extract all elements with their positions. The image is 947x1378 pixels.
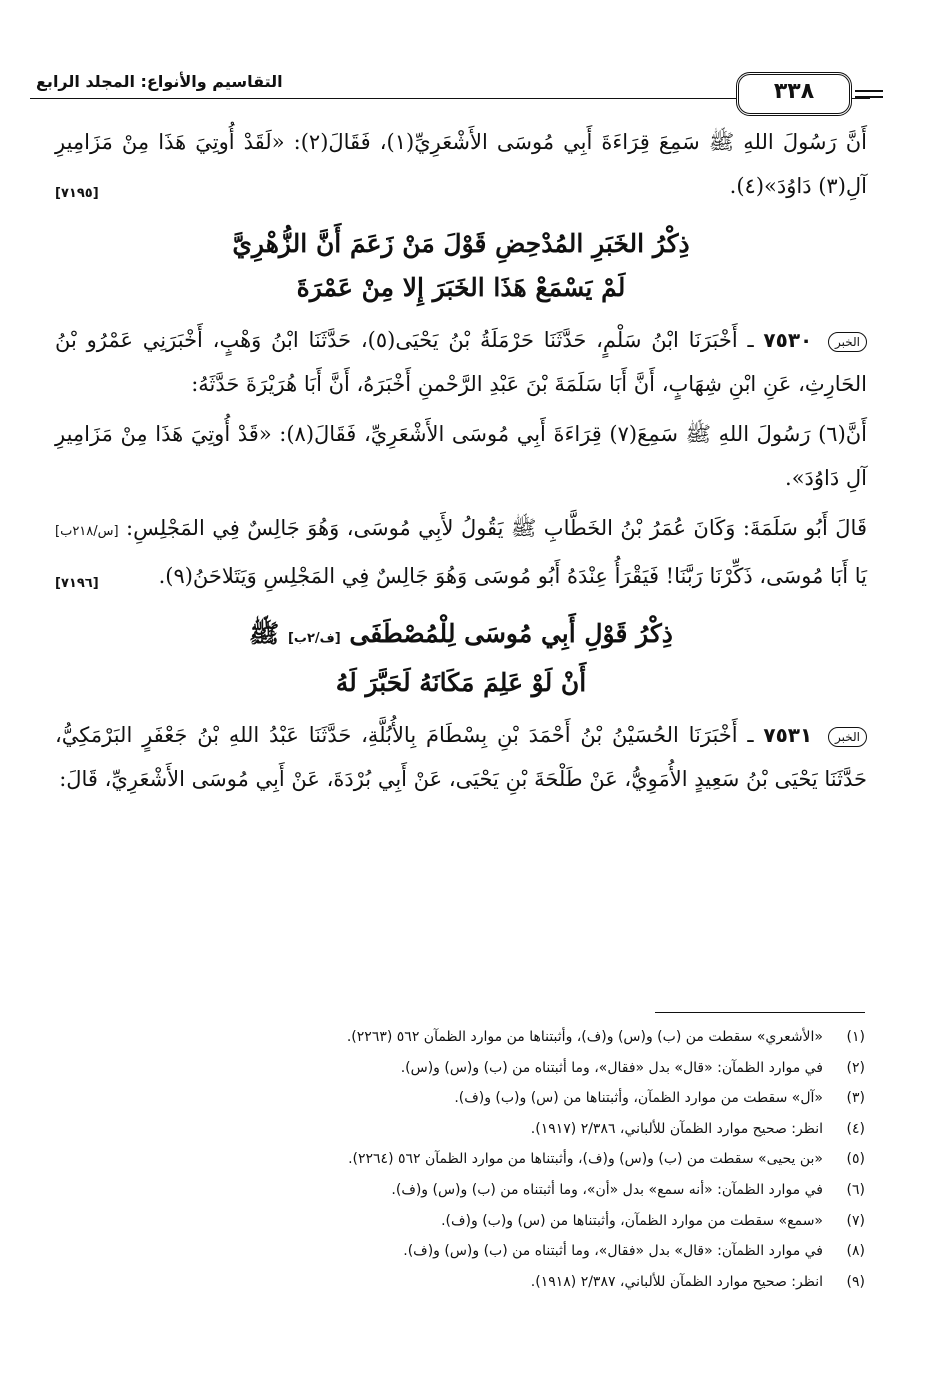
footnote [60,1053,865,1084]
footnote-text: في موارد الظمآن: «قال» بدل «فقال»، وما أثبتناه من (ب) و(س) و(ف). [403,1243,823,1260]
footnote-text: انظر: صحيح موارد الظمآن للألباني، ٢/٣٨٧ (١٩١٨). [530,1273,823,1290]
footnote [60,1083,865,1114]
footnote-number: (٤) [846,1120,865,1137]
hadith-isnad [55,318,867,406]
footnote-text: انظر: صحيح موارد الظمآن للألباني، ٢/٣٨٦ (١٩١٧). [530,1120,823,1137]
footnote-text: «الأشعري» سقطت من (ب) و(س) و(ف)، وأثبتناها من موارد الظمآن ٥٦٢ (٢٢٦٣). [346,1029,823,1045]
footnote [60,1206,865,1237]
header-ornament [855,90,883,102]
hadith-reference: [٧١٩٦] [55,576,99,591]
footnote-separator [655,1012,865,1013]
footnotes [60,1022,865,1297]
paragraph-text: قَالَ أَبُو سَلَمَةَ: وَكَانَ عُمَرُ بْنُ الخَطَّابِ ﷺ يَقُولُ لأَبِي مُوسَى، وَهُوَ جَالِسٌ فِي المَجْلِسِ: [126,516,867,540]
paragraph-text: أَنَّ(٦) رَسُولَ اللهِ ﷺ سَمِعَ(٧) قِرَاءَةَ أَبِي مُوسَى الأَشْعَرِيِّ، فَقَالَ(٨): «قَدْ أُوتِيَ هَذَا مِنْ مَزَامِيرِ آلِ دَاوُدَ». [55,422,868,490]
salutation-glyph: ﷺ [249,619,280,648]
hadith-isnad [55,713,867,801]
hadith-reference: [٧١٩٥] [55,186,99,201]
footnote-text: «بن يحيى» سقطت من (ب) و(س) و(ف)، وأثبتناها من موارد الظمآن ٥٦٢ (٢٢٦٤). [348,1151,823,1168]
paragraph-text: أَنَّ رَسُولَ اللهِ ﷺ سَمِعَ قِرَاءَةَ أَبِي مُوسَى الأَشْعَرِيِّ(١)، فَقَالَ(٢): «لَقَدْ أُوتِيَ هَذَا مِنْ مَزَامِيرِ آلِ(٣) دَاوُدَ»(٤). [55,130,867,198]
khabar-icon: الخبر [828,332,867,352]
footnote-number: (٥) [846,1151,865,1168]
footnote-number: (١) [846,1029,865,1045]
footnote [60,1267,865,1298]
footnote-number: (٨) [846,1243,865,1260]
isnad-text: ـ أَخْبَرَنَا الحُسَيْنُ بْنُ أَحْمَدَ بْنِ بِسْطَامَ بِالأُبُلَّةِ، حَدَّثَنَا عَبْدُ اللهِ بْنُ جَعْفَرٍ البَرْمَكِيُّ، حَدَّثَنَا يَحْيَى بْنُ سَعِيدٍ الأُمَوِيُّ، عَنْ طَلْحَةَ بْنِ يَحْيَى، عَنْ أَبِي بُرْدَةَ، عَنْ أَبِي مُوسَى الأَشْعَرِيِّ، قَالَ: [55,723,867,791]
page-number: ٣٣٨ [736,72,852,116]
footnote-number: (٢) [846,1059,865,1076]
footnote [60,1144,865,1175]
footnote-number: (٦) [846,1181,865,1198]
footnote-text: «آل» سقطت من موارد الظمآن، وأثبتناها من (س) و(ب) و(ف). [454,1090,823,1107]
heading-line [55,612,867,661]
manuscript-note: [ف/٢ب] [287,631,341,646]
paragraph [55,412,867,500]
paragraph-text: يَا أَبَا مُوسَى، ذَكِّرْنَا رَبَّنَا! فَيَقْرَأُ عِنْدَهُ أَبُو مُوسَى وَهُوَ جَالِسٌ فِي المَجْلِسِ وَيَتَلاحَنُ(٩). [158,564,867,588]
footnote [60,1175,865,1206]
footnote [60,1114,865,1145]
footnote [60,1236,865,1267]
heading-line: لَمْ يَسْمَعْ هَذَا الخَبَرَ إِلا مِنْ عَمْرَةَ [296,273,626,302]
chapter-heading [55,222,867,310]
footnote-text: في موارد الظمآن: «قال» بدل «فقال»، وما أثبتناه من (ب) و(س) و(س). [400,1059,823,1076]
manuscript-note: [س/٢١٨ب] [55,524,119,539]
footnote-text: «سمع» سقطت من موارد الظمآن، وأثبتناها من (س) و(ب) و(ف). [441,1212,823,1229]
isnad-text: ـ أَخْبَرَنَا ابْنُ سَلْمٍ، حَدَّثَنَا حَرْمَلَةُ بْنُ يَحْيَى(٥)، حَدَّثَنَا ابْنُ وَهْبٍ، أَخْبَرَنِي عَمْرُو بْنُ الحَارِثِ، عَنِ ابْنِ شِهَابٍ، أَنَّ أَبَا سَلَمَةَ بْنَ عَبْدِ الرَّحْمنِ أَخْبَرَهُ، أَنَّ أَبَا هُرَيْرَةَ حَدَّثَهُ: [55,328,867,396]
main-text [55,120,867,801]
footnote-number: (٣) [846,1090,865,1107]
hadith-number: ٧٥٣٠ [763,328,813,352]
paragraph [55,120,867,208]
footnote-number: (٧) [846,1212,865,1229]
chapter-heading [55,612,867,705]
heading-text: ذِكْرُ قَوْلِ أَبِي مُوسَى لِلْمُصْطَفَى [349,619,673,648]
heading-line: أَنْ لَوْ عَلِمَ مَكَانَهُ لَحَبَّرَ لَهُ [335,668,587,697]
footnote-text: في موارد الظمآن: «أنه سمع» بدل «أن»، وما أثبتناه من (ب) و(س) و(ف). [391,1181,823,1198]
running-title: التقاسيم والأنواع: المجلد الرابع [30,72,289,91]
footnote [60,1022,865,1053]
footnote-number: (٩) [846,1273,865,1290]
khabar-icon: الخبر [828,727,867,747]
page-header [30,72,870,112]
paragraph [55,506,867,598]
heading-line: ذِكْرُ الخَبَرِ المُدْحِضِ قَوْلَ مَنْ زَعَمَ أَنَّ الزُّهْرِيَّ [232,229,690,258]
hadith-number: ٧٥٣١ [763,723,813,747]
